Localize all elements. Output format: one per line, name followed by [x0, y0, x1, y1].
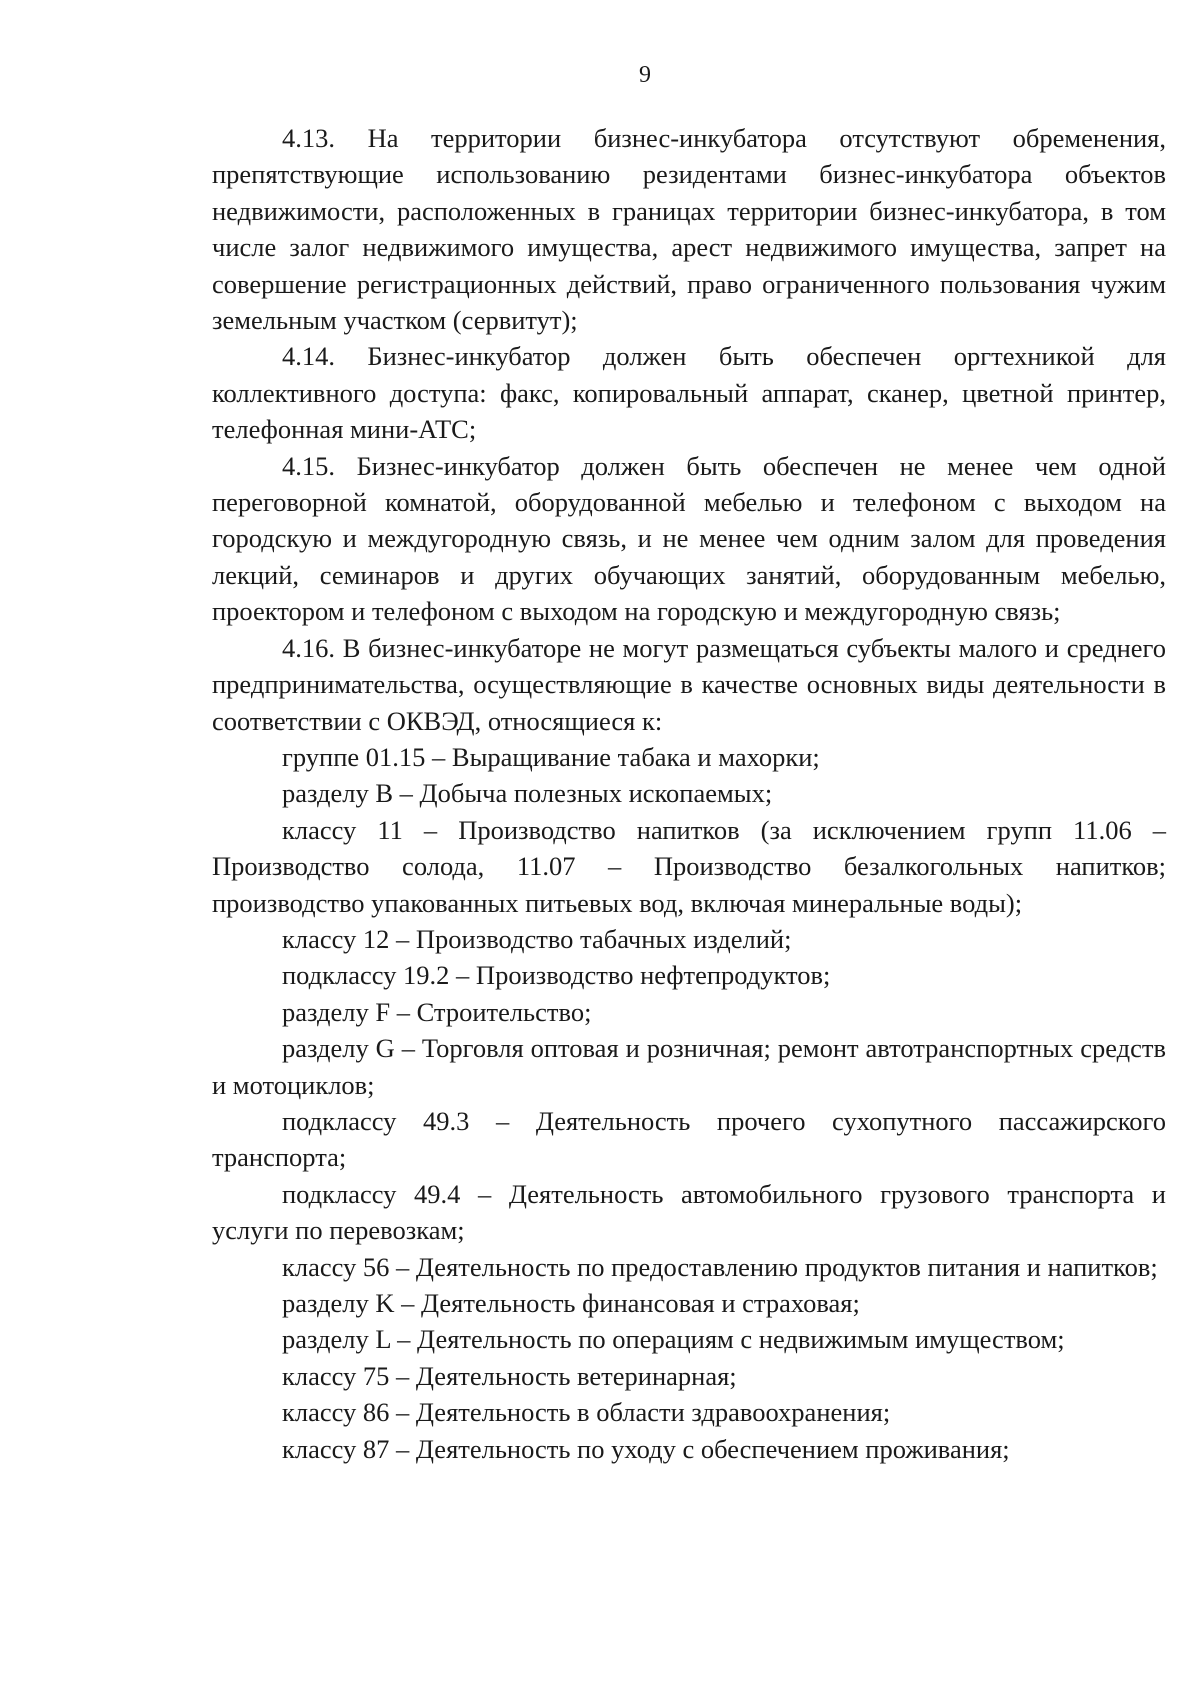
list-item: подклассу 19.2 – Производство нефтепродуктов; [282, 960, 831, 991]
list-item: разделу B – Добыча полезных ископаемых; [282, 778, 773, 809]
list-item: разделу F – Строительство; [282, 996, 592, 1027]
okved-exclusion-list [212, 739, 1166, 1467]
list-item: подклассу 49.4 – Деятельность автомобильного грузового транспорта и услуги по перевозкам; [212, 1178, 1166, 1246]
list-item: классу 86 – Деятельность в области здравоохранения; [282, 1397, 891, 1428]
paragraph-4-13: 4.13. На территории бизнес-инкубатора отсутствуют обременения, препятствующие использованию резидентами бизнес-инкубатора объектов недвижимости, расположенных в границах территории бизнес-инкубатора, в том числе залог недвижимого имущества, арест недвижимого имущества, запрет на совершение регистрационных действий, право ограниченного пользования чужим земельным участком (сервитут); [212, 123, 1166, 336]
list-item: разделу L – Деятельность по операциям с недвижимым имуществом; [282, 1324, 1065, 1355]
list-item: классу 56 – Деятельность по предоставлению продуктов питания и напитков; [282, 1251, 1158, 1282]
list-item: классу 12 – Производство табачных изделий; [282, 923, 792, 954]
list-item: классу 87 – Деятельность по уходу с обеспечением проживания; [282, 1433, 1010, 1464]
list-item: классу 11 – Производство напитков (за исключением групп 11.06 – Производство солода, 11.07 – Производство безалкогольных напитков; производство упакованных питьевых вод, включая минеральные воды); [212, 814, 1166, 918]
list-item: подклассу 49.3 – Деятельность прочего сухопутного пассажирского транспорта; [212, 1105, 1166, 1173]
paragraph-4-15: 4.15. Бизнес-инкубатор должен быть обеспечен не менее чем одной переговорной комнатой, оборудованной мебелью и телефоном с выходом на городскую и междугородную связь, и не менее чем одним залом для проведения лекций, семинаров и других обучающих занятий, оборудованным мебелью, проектором и телефоном с выходом на городскую и междугородную связь; [212, 450, 1166, 627]
list-item: разделу K – Деятельность финансовая и страховая; [282, 1288, 860, 1318]
list-item: классу 75 – Деятельность ветеринарная; [282, 1360, 737, 1391]
page-number: 9 [639, 62, 651, 88]
list-item: группе 01.15 – Выращивание табака и махорки; [282, 741, 820, 772]
paragraph-4-16: 4.16. В бизнес-инкубаторе не могут размещаться субъекты малого и среднего предпринимательства, осуществляющие в качестве основных виды деятельности в соответствии с ОКВЭД, относящиеся к: [212, 632, 1166, 736]
list-item: разделу G – Торговля оптовая и розничная; ремонт автотранспортных средств и мотоциклов; [212, 1033, 1166, 1100]
document-body [212, 120, 1166, 1467]
paragraph-4-14: 4.14. Бизнес-инкубатор должен быть обеспечен оргтехникой для коллективного доступа: факс, копировальный аппарат, сканер, цветной принтер, телефонная мини-АТС; [212, 341, 1166, 445]
